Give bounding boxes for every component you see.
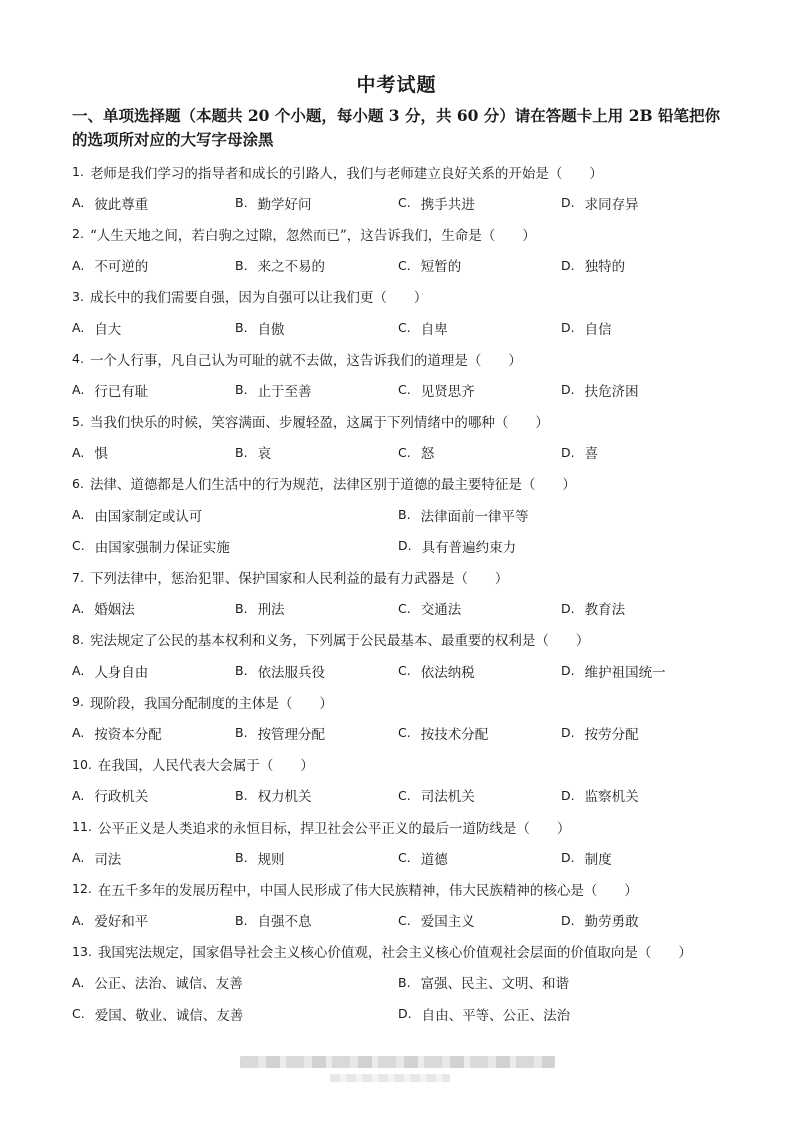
answer-option [561,255,724,275]
option-letter: B. [235,600,248,616]
option-text: 惧 [94,446,108,463]
option-text: 自大 [94,321,122,338]
question-text: 成长中的我们需要自强，因为自强可以让我们更（ ） [89,290,428,307]
option-text: 止于至善 [257,383,312,400]
answer-option [561,661,724,681]
question-number: 8. [72,631,84,647]
option-text: 哀 [257,446,272,463]
option-letter: A. [72,850,85,866]
option-text: 道德 [420,851,448,868]
option-text: 爱国、敬业、诚信、友善 [94,1007,244,1024]
option-letter: C. [398,257,411,273]
option-letter: A. [72,912,85,928]
option-letter: B. [235,912,248,928]
option-letter: B. [235,850,248,866]
option-letter: A. [72,600,85,616]
option-row [72,374,732,405]
option-letter: B. [235,257,248,273]
option-text: 公正、法治、诚信、友善 [94,976,243,993]
answer-option [235,723,398,743]
option-letter: C. [398,912,411,928]
option-letter: C. [72,1006,85,1022]
option-letter: D. [561,912,575,928]
answer-option [72,536,398,556]
option-text: 法律面前一律平等 [420,508,529,525]
answer-option [72,910,235,930]
answer-option [72,972,398,992]
option-letter: A. [72,507,85,523]
answer-option [398,505,724,525]
option-row [72,998,732,1029]
option-letter: C. [398,850,411,866]
option-letter: D. [398,538,412,554]
question-stem [72,218,732,249]
answer-option [561,848,724,868]
option-row [72,717,732,748]
option-text: 不可逆的 [94,259,149,276]
question-text: 我国宪法规定，国家倡导社会主义核心价值观，社会主义核心价值观社会层面的价值取向是（ ） [97,945,692,962]
question-number: 10. [72,756,92,772]
question-stem [72,749,732,780]
option-letter: D. [561,257,575,273]
option-row [72,842,732,873]
option-text: 行政机关 [94,789,149,806]
option-text: 规则 [257,851,285,868]
option-letter: D. [561,725,575,741]
option-letter: A. [72,195,85,211]
option-text: 教育法 [584,602,626,619]
question-text: 下列法律中，惩治犯罪、保护国家和人民利益的最有力武器是（ ） [89,571,509,588]
option-letter: B. [235,320,248,336]
answer-option [398,848,561,868]
option-letter: B. [235,382,248,398]
option-text: 维护祖国统一 [584,664,666,681]
question-stem [72,624,732,655]
option-letter: C. [72,538,85,554]
option-text: 由国家强制力保证实施 [94,539,230,556]
option-text: 见贤思齐 [420,383,475,400]
option-letter: A. [72,974,85,990]
option-text: 按劳分配 [584,726,639,743]
option-letter: B. [235,787,248,803]
answer-option [398,1004,724,1024]
option-text: 扶危济困 [584,383,639,400]
option-letter: A. [72,444,85,460]
option-letter: D. [561,600,575,616]
option-row [72,187,732,218]
answer-option [72,848,235,868]
blurred-footer [240,1056,555,1068]
option-letter: D. [561,787,575,803]
option-letter: B. [235,444,248,460]
answer-option [235,442,398,462]
option-text: 由国家制定或认可 [94,508,203,525]
answer-option [235,598,398,618]
option-text: 自由、平等、公正、法治 [421,1007,571,1024]
option-letter: D. [561,850,575,866]
answer-option [72,255,235,275]
question-stem [72,873,732,904]
option-letter: C. [398,725,411,741]
option-text: 依法服兵役 [257,664,326,681]
option-letter: C. [398,600,411,616]
option-letter: D. [398,1006,412,1022]
blurred-footer-secondary [330,1074,450,1082]
question-text: 在我国，人民代表大会属于（ ） [97,758,314,775]
option-text: 按资本分配 [94,726,162,743]
answer-option [398,536,724,556]
option-letter: D. [561,320,575,336]
option-letter: D. [561,382,575,398]
option-text: 交通法 [420,602,462,619]
option-row [72,437,732,468]
question-text: 宪法规定了公民的基本权利和义务，下列属于公民最基本、最重要的权利是（ ） [89,633,590,650]
option-letter: C. [398,444,411,460]
answer-option [561,723,724,743]
option-letter: A. [72,257,85,273]
option-letter: C. [398,195,411,211]
option-letter: B. [235,195,248,211]
answer-option [235,255,398,275]
option-letter: C. [398,663,411,679]
answer-option [561,380,724,400]
option-letter: C. [398,320,411,336]
option-letter: A. [72,382,85,398]
option-letter: B. [235,663,248,679]
question-stem [72,343,732,374]
answer-option [398,723,561,743]
question-stem [72,406,732,437]
answer-option [398,910,561,930]
question-list [72,156,732,1029]
answer-option [398,972,724,992]
option-text: 富强、民主、文明、和谐 [420,976,570,993]
answer-option [72,505,398,525]
option-text: 按技术分配 [420,726,489,743]
option-text: 喜 [584,446,599,463]
option-text: 来之不易的 [257,259,326,276]
question-text: 当我们快乐的时候，笑容满面、步履轻盈，这属于下列情绪中的哪种（ ） [89,415,549,432]
option-text: 婚姻法 [94,602,135,619]
option-letter: C. [398,787,411,803]
answer-option [398,380,561,400]
answer-option [235,318,398,338]
answer-option [235,193,398,213]
option-text: 权力机关 [257,789,312,806]
answer-option [235,848,398,868]
option-row [72,593,732,624]
question-number: 1. [72,164,84,180]
question-number: 11. [72,819,92,835]
question-number: 5. [72,413,84,429]
answer-option [72,1004,398,1024]
question-number: 9. [72,694,84,710]
option-text: 勤劳勇敢 [584,914,639,931]
option-text: 勤学好问 [257,196,312,213]
option-text: 行已有耻 [94,383,149,400]
answer-option [72,442,235,462]
option-letter: A. [72,787,85,803]
option-letter: A. [72,320,85,336]
question-stem [72,561,732,592]
question-number: 4. [72,351,84,367]
question-text: 公平正义是人类追求的永恒目标，捍卫社会公平正义的最后一道防线是（ ） [97,820,571,837]
option-letter: C. [398,382,411,398]
answer-option [398,193,561,213]
option-letter: D. [561,663,575,679]
question-number: 13. [72,943,92,959]
option-text: 爱国主义 [420,914,475,931]
option-letter: B. [398,507,411,523]
option-text: 彼此尊重 [94,196,149,213]
answer-option [72,785,235,805]
answer-option [561,598,724,618]
option-text: 携手共进 [420,196,475,213]
question-text: 现阶段，我国分配制度的主体是（ ） [89,695,333,712]
option-text: 自强不息 [257,914,312,931]
answer-option [72,318,235,338]
answer-option [561,785,724,805]
answer-option [561,193,724,213]
question-text: 一个人行事，凡自己认为可耻的就不去做，这告诉我们的道理是（ ） [89,352,522,369]
option-letter: D. [561,195,575,211]
option-text: 自信 [584,321,612,338]
answer-option [235,380,398,400]
option-letter: A. [72,725,85,741]
answer-option [398,255,561,275]
answer-option [398,785,561,805]
answer-option [72,661,235,681]
answer-option [398,442,561,462]
question-stem [72,281,732,312]
option-row [72,499,732,530]
option-text: 自卑 [420,321,448,338]
option-row [72,250,732,281]
option-letter: B. [235,725,248,741]
option-letter: A. [72,663,85,679]
question-text: 在五千多年的发展历程中，中国人民形成了伟大民族精神，伟大民族精神的核心是（ ） [97,882,638,899]
answer-option [235,661,398,681]
option-row [72,655,732,686]
answer-option [561,442,724,462]
answer-option [72,723,235,743]
option-text: 按管理分配 [257,726,326,743]
question-number: 12. [72,881,92,897]
option-text: 怒 [420,446,435,463]
question-number: 7. [72,569,84,585]
option-text: 监察机关 [584,789,639,806]
answer-option [561,318,724,338]
question-stem [72,811,732,842]
option-row [72,905,732,936]
answer-option [235,785,398,805]
question-stem [72,468,732,499]
option-text: 自傲 [257,321,285,338]
option-row [72,312,732,343]
answer-option [561,910,724,930]
option-row [72,780,732,811]
answer-option [398,318,561,338]
page-title: 中考试题 [356,74,437,96]
answer-option [398,598,561,618]
answer-option [72,598,235,618]
option-letter: B. [398,974,411,990]
option-text: 刑法 [257,602,285,619]
option-row [72,967,732,998]
option-text: 求同存异 [584,196,639,213]
question-stem [72,686,732,717]
question-stem [72,156,732,187]
question-number: 2. [72,226,84,242]
option-text: 短暂的 [420,259,462,276]
section-heading: 一、单项选择题（本题共 20 个小题，每小题 3 分，共 60 分）请在答题卡上用 2B 铅笔把你的选项所对应的大写字母涂黑 [72,106,720,149]
option-text: 依法纳税 [420,664,475,681]
option-text: 司法机关 [420,789,475,806]
option-row [72,530,732,561]
option-text: 人身自由 [94,664,149,681]
answer-option [72,193,235,213]
option-text: 制度 [584,851,612,868]
option-text: 独特的 [584,259,626,276]
option-text: 爱好和平 [94,914,149,931]
option-text: 具有普遍约束力 [421,539,517,556]
question-text: 法律、道德都是人们生活中的行为规范，法律区别于道德的最主要特征是（ ） [89,477,576,494]
answer-option [235,910,398,930]
question-text: “人生天地之间，若白驹之过隙，忽然而已”，这告诉我们，生命是（ ） [89,227,536,244]
option-text: 司法 [94,851,122,868]
question-text: 老师是我们学习的指导者和成长的引路人，我们与老师建立良好关系的开始是（ ） [89,165,603,182]
question-stem [72,936,732,967]
question-number: 3. [72,288,84,304]
option-letter: D. [561,444,575,460]
answer-option [72,380,235,400]
question-number: 6. [72,475,84,491]
answer-option [398,661,561,681]
